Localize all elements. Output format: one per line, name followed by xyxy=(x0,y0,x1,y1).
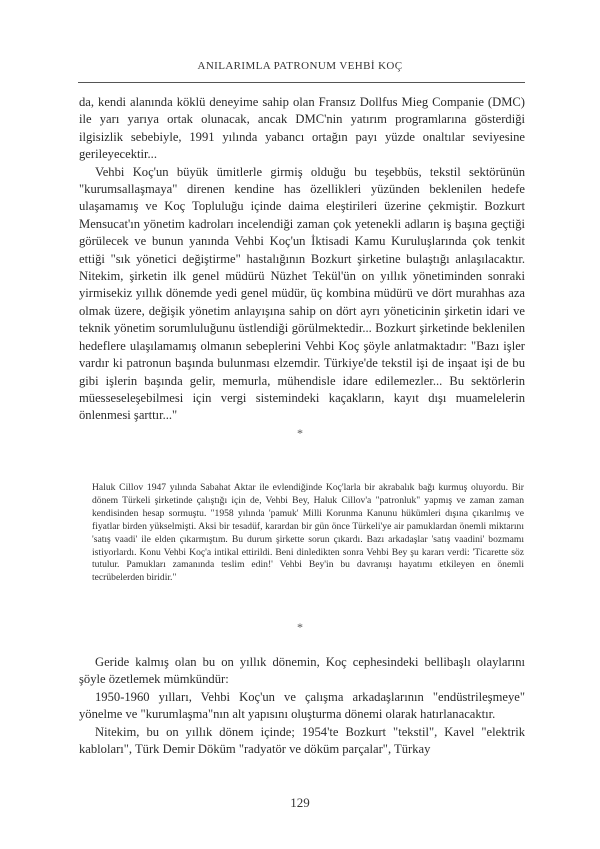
page-number: 129 xyxy=(290,795,310,810)
section-separator: * xyxy=(297,426,303,440)
paragraph-1950-1960: 1950-1960 yılları, Vehbi Koç'un ve çalışma arkadaşlarının "endüstrileşmeye" yönelme ve "kurumlaşma"nın alt yapısını oluşturma dönemi olarak hatırlanacaktır. xyxy=(79,689,525,722)
anecdote-paragraph: Haluk Cillov 1947 yılında Sabahat Aktar ile evlendiğinde Koç'larla bir akrabalık bağı kurmuş oluyordu. Bir dönem Türkeli şirketinde çalıştığı için de, Vehbi Bey, Haluk Cillov'a "patronluk" yapmış ve zaman zaman kendisinden hesap sormuştu. "1958 yılında 'pamuk' Milli Korunma Kanunu hükümleri dışına çıkarılmış ve fiyatlar birden yükselmişti. Aksi bir tesadüf, karardan bir gün önce Türkeli'ye air pamuklardan önemli miktarını 'satış vaadi' ile elden çıkarmıştım. Bu durum şirkette sorun çıkardı. Bazı arkadaşlar 'satış vaadini' bozmamı istiyorlardı. Konu Vehbi Koç'a intikal ettirildi. Beni dinledikten sonra Vehbi Bey şu kararı verdi: 'Ticarette söz tutulur. Pamukları zamanında teslim edin!' Vehbi Bey'in bu davranışı hayatımı etkileyen en önemli tecrübelerden biridir." xyxy=(92,482,524,584)
running-head: ANILARIMLA PATRONUM VEHBİ KOÇ xyxy=(197,60,403,72)
paragraph-nitekim: Nitekim, bu on yıllık dönem içinde; 1954'te Bozkurt "tekstil", Kavel "elektrik kabloları", Türk Demir Döküm "radyatör ve döküm parçalar", Türkay xyxy=(79,724,525,757)
header-rule xyxy=(78,82,525,83)
paragraph-bozkurt: Vehbi Koç'un büyük ümitlerle girmiş olduğu bu teşebbüs, tekstil sektörünün "kurumsallaşmaya" direnen kendine has özellikleri yüzünden beklenilen hedefe ulaşamamış ve Koç Topluluğu içinde daima eleştirileri üzerine çekmiştir. Bozkurt Mensucat'ın yönetim kadroları incelendiği zaman çok yetenekli adların iş başına geçtiği görülecek ve bunun yanında Vehbi Koç'un İktisadi Kamu Kuruluşlarında çok tenkit ettiği "sık yönetici değiştirme" hastalığının Bozkurt şirketine bulaştığı anlaşılacaktır. Nitekim, şirketin ilk genel müdürü Nüzhet Tekül'ün on yıllık yönetiminden sonraki yirmisekiz yıllık dönemde yedi genel müdür, üç kombina müdürü ve dört murahhas aza olmak üzere, değişik yönetim anlayışına sahip on dört ayrı yöneticinin şirketin idari ve teknik yönetim sorumluluğunu üstlendiği görülmektedir... Bozkurt şirketinde beklenilen hedeflere ulaşılamamış olmanın sebeplerini Vehbi Koç şöyle anlatmaktadır: "Bazı işler vardır ki patronun başında bulunması elzemdir. Türkiye'de tekstil işi de inşaat işi de bu gibi işlerin başında gelir, memurla, mühendisle idare edilemezler... Bu sektörlerin müesseseleşebilmesi için vergi sistemindeki kaçakların, kayıt dışı muamelelerin önlenmesi şarttır..." xyxy=(79,164,525,423)
anecdote-note xyxy=(92,482,524,585)
paragraph-summary-intro: Geride kalmış olan bu on yıllık dönemin, Koç cephesindeki bellibaşlı olaylarını şöyle özetlemek mümkündür: xyxy=(79,655,525,687)
paragraph-continuation: da, kendi alanında köklü deneyime sahip olan Fransız Dollfus Mieg Companie (DMC) ile yarı yarıya ortak olunacak, ancak DMC'nin yatırım programlarına gösterdiği ilgisizlik sebebiyle, 1991 yılında yabancı ortağın payı yüzde onaltılar seviyesine gerileyecektir... xyxy=(79,95,525,162)
section-separator: * xyxy=(297,620,303,634)
main-text-block xyxy=(79,94,525,425)
closing-text-block xyxy=(79,654,525,758)
